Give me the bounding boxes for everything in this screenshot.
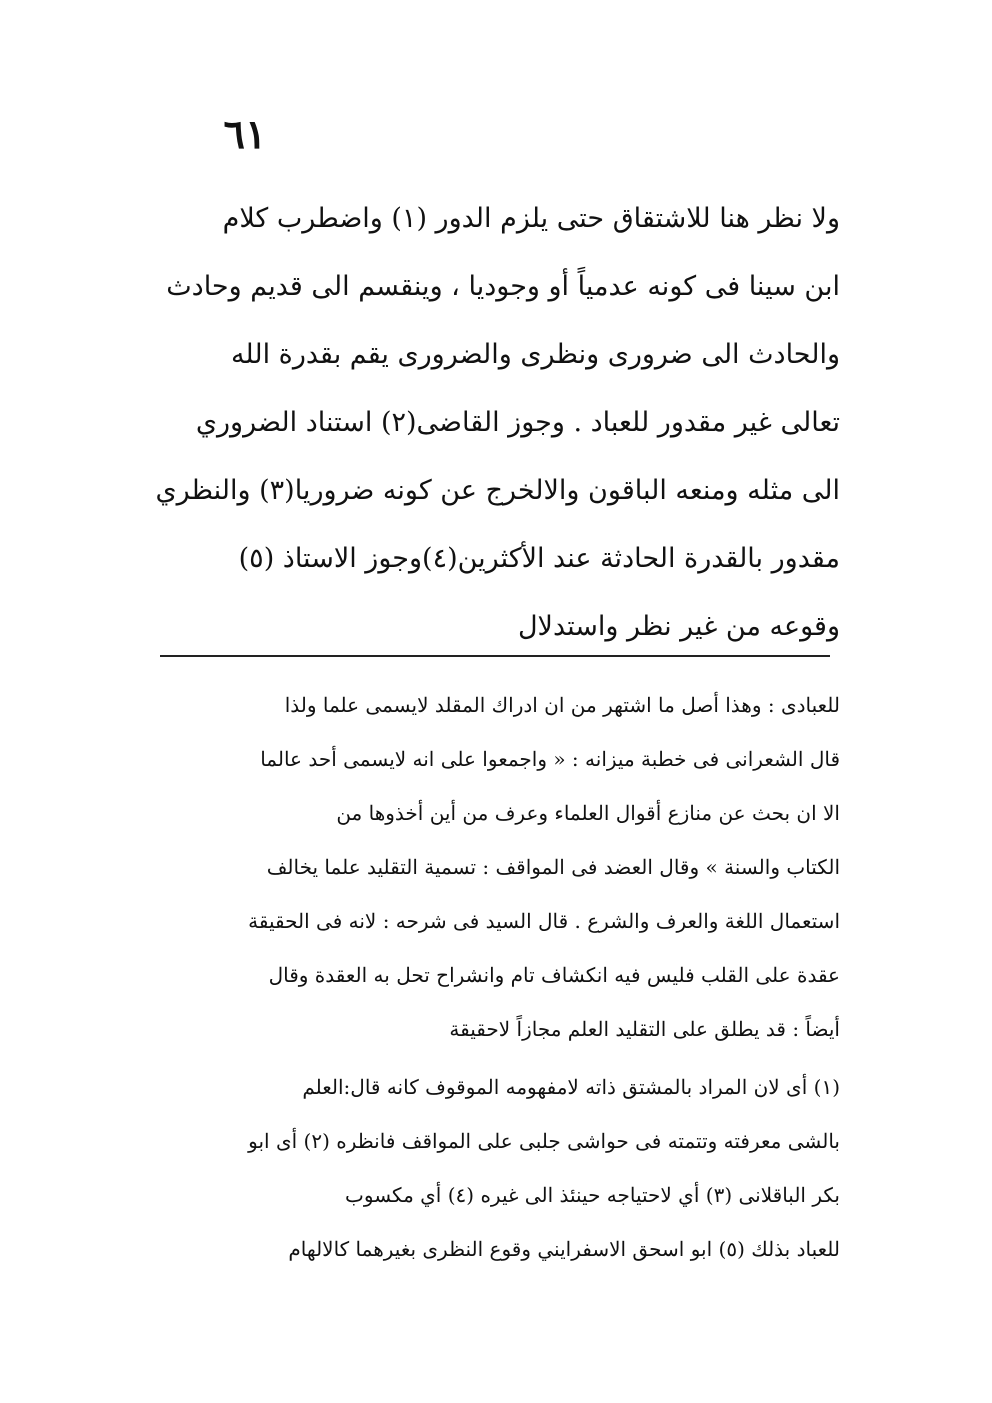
commentary-line: الكتاب والسنة » وقال العضد فى المواقف : تسمية التقليد علما يخالف	[266, 855, 840, 879]
commentary-line: للعبادى : وهذا أصل ما اشتهر من ان ادراك المقلد لايسمى علما ولذا	[284, 693, 840, 717]
footnote-line: للعباد بذلك (٥) ابو اسحق الاسفرايني وقوع النظرى بغيرهما كالالهام	[288, 1237, 840, 1261]
main-text-line: وقوعه من غير نظر واستدلال	[517, 611, 840, 642]
footnote-divider	[160, 655, 830, 657]
main-text-line: مقدور بالقدرة الحادثة عند الأكثرين(٤)وجوز الاستاذ (٥)	[238, 543, 840, 574]
commentary-line: استعمال اللغة والعرف والشرع . قال السيد فى شرحه : لانه فى الحقيقة	[248, 909, 840, 933]
main-text-line: ابن سينا فى كونه عدمياً أو وجوديا ، وينقسم الى قديم وحادث	[166, 271, 840, 302]
footnote-line: بالشى معرفته وتتمته فى حواشى جلبى على المواقف فانظره (٢) أى ابو	[248, 1129, 840, 1153]
page-number: ٦١	[223, 111, 267, 158]
footnotes-block	[150, 678, 840, 1276]
footnote-line: بكر الباقلانى (٣) أي لاحتياجه حينئذ الى غيره (٤) أي مكسوب	[345, 1183, 840, 1207]
main-text-line: ولا نظر هنا للاشتقاق حتى يلزم الدور (١) واضطرب كلام	[222, 203, 840, 234]
commentary-line: قال الشعرانى فى خطبة ميزانه : « واجمعوا على انه لايسمى أحد عالما	[260, 747, 840, 771]
main-text-block	[150, 185, 840, 661]
commentary-line: عقدة على القلب فليس فيه انكشاف تام وانشراح تحل به العقدة وقال	[268, 963, 840, 987]
main-text-line: الى مثله ومنعه الباقون والالخرج عن كونه ضروريا(٣) والنظري	[155, 475, 840, 506]
main-text-line: تعالى غير مقدور للعباد . وجوز القاضى(٢) استناد الضروري	[195, 407, 840, 438]
commentary-line: أيضاً : قد يطلق على التقليد العلم مجازاً لاحقيقة	[449, 1017, 840, 1041]
commentary-line: الا ان بحث عن منازع أقوال العلماء وعرف من أين أخذوها من	[336, 801, 840, 825]
footnote-line: (١) أى لان المراد بالمشتق ذاته لامفهومه الموقوف كانه قال:العلم	[302, 1075, 840, 1099]
main-text-line: والحادث الى ضرورى ونظرى والضرورى يقم بقدرة الله	[230, 339, 840, 370]
